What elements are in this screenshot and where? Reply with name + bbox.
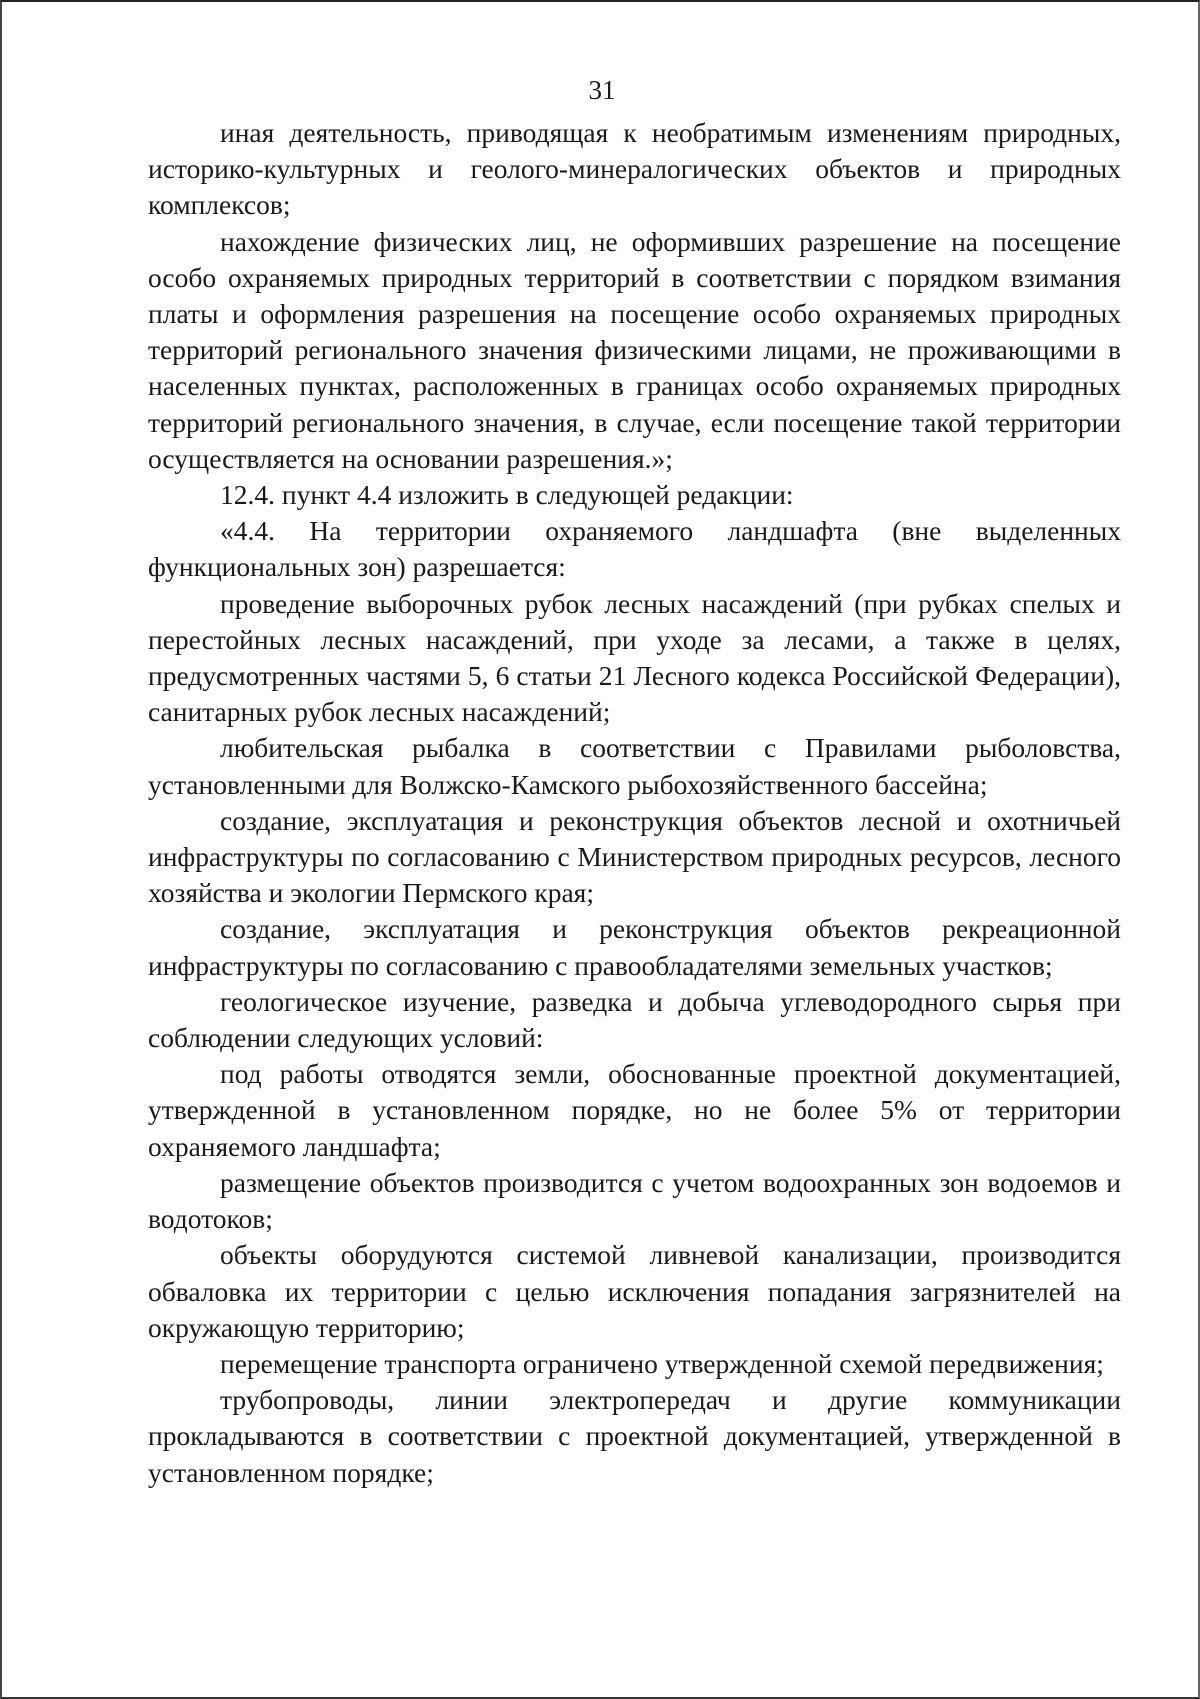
paragraph-12: объекты оборудуются системой ливневой канализации, производится обваловка их территории с целью исключения попадания загрязнителей на окружающую территорию;	[148, 1239, 1121, 1343]
paragraph-5: проведение выборочных рубок лесных насаждений (при рубках спелых и перестойных лесных насаждений, при уходе за лесами, а также в целях, предусмотренных частями 5, 6 статьи 21 Лесного кодекса Российской Федерации), санитарных рубок лесных насаждений;	[148, 587, 1121, 728]
paragraph-3: 12.4. пункт 4.4 изложить в следующей редакции:	[220, 479, 794, 511]
paragraph-1: иная деятельность, приводящая к необратимым изменениям природных, историко-культурных и геолого-минералогических объектов и природных комплексов;	[148, 117, 1121, 221]
paragraph-10: под работы отводятся земли, обоснованные проектной документацией, утвержденной в установленном порядке, но не более 5% от территории охраняемого ландшафта;	[148, 1058, 1121, 1162]
paragraph-4: «4.4. На территории охраняемого ландшафта (вне выделенных функциональных зон) разрешается:	[148, 515, 1121, 583]
paragraph-8: создание, эксплуатация и реконструкция объектов рекреационной инфраструктуры по согласованию с правообладателями земельных участков;	[148, 913, 1121, 981]
paragraph-14: трубопроводы, линии электропередач и другие коммуникации прокладываются в соответствии с проектной документацией, утвержденной в установленном порядке;	[148, 1384, 1121, 1488]
paragraph-2: нахождение физических лиц, не оформивших разрешение на посещение особо охраняемых природных территорий в соответствии с порядком взимания платы и оформления разрешения на посещение особо охраняемых природных территорий регионального значения физическими лицами, не проживающими в населенных пунктах, расположенных в границах особо охраняемых природных территорий регионального значения, в случае, если посещение такой территории осуществляется на основании разрешения.»;	[148, 225, 1121, 474]
paragraph-9: геологическое изучение, разведка и добыча углеводородного сырья при соблюдении следующих условий:	[148, 985, 1121, 1054]
paragraph-6: любительская рыбалка в соответствии с Правилами рыболовства, установленными для Волжско-Камского рыбохозяйственного бассейна;	[148, 732, 1121, 800]
document-body	[148, 115, 1121, 1491]
paragraph-11: размещение объектов производится с учетом водоохранных зон водоемов и водотоков;	[148, 1166, 1121, 1235]
paragraph-7: создание, эксплуатация и реконструкция объектов лесной и охотничьей инфраструктуры по согласованию с Министерством природных ресурсов, лесного хозяйства и экологии Пермского края;	[148, 804, 1121, 909]
page-number: 31	[588, 75, 616, 105]
paragraph-13: перемещение транспорта ограничено утвержденной схемой передвижения;	[220, 1347, 1104, 1379]
